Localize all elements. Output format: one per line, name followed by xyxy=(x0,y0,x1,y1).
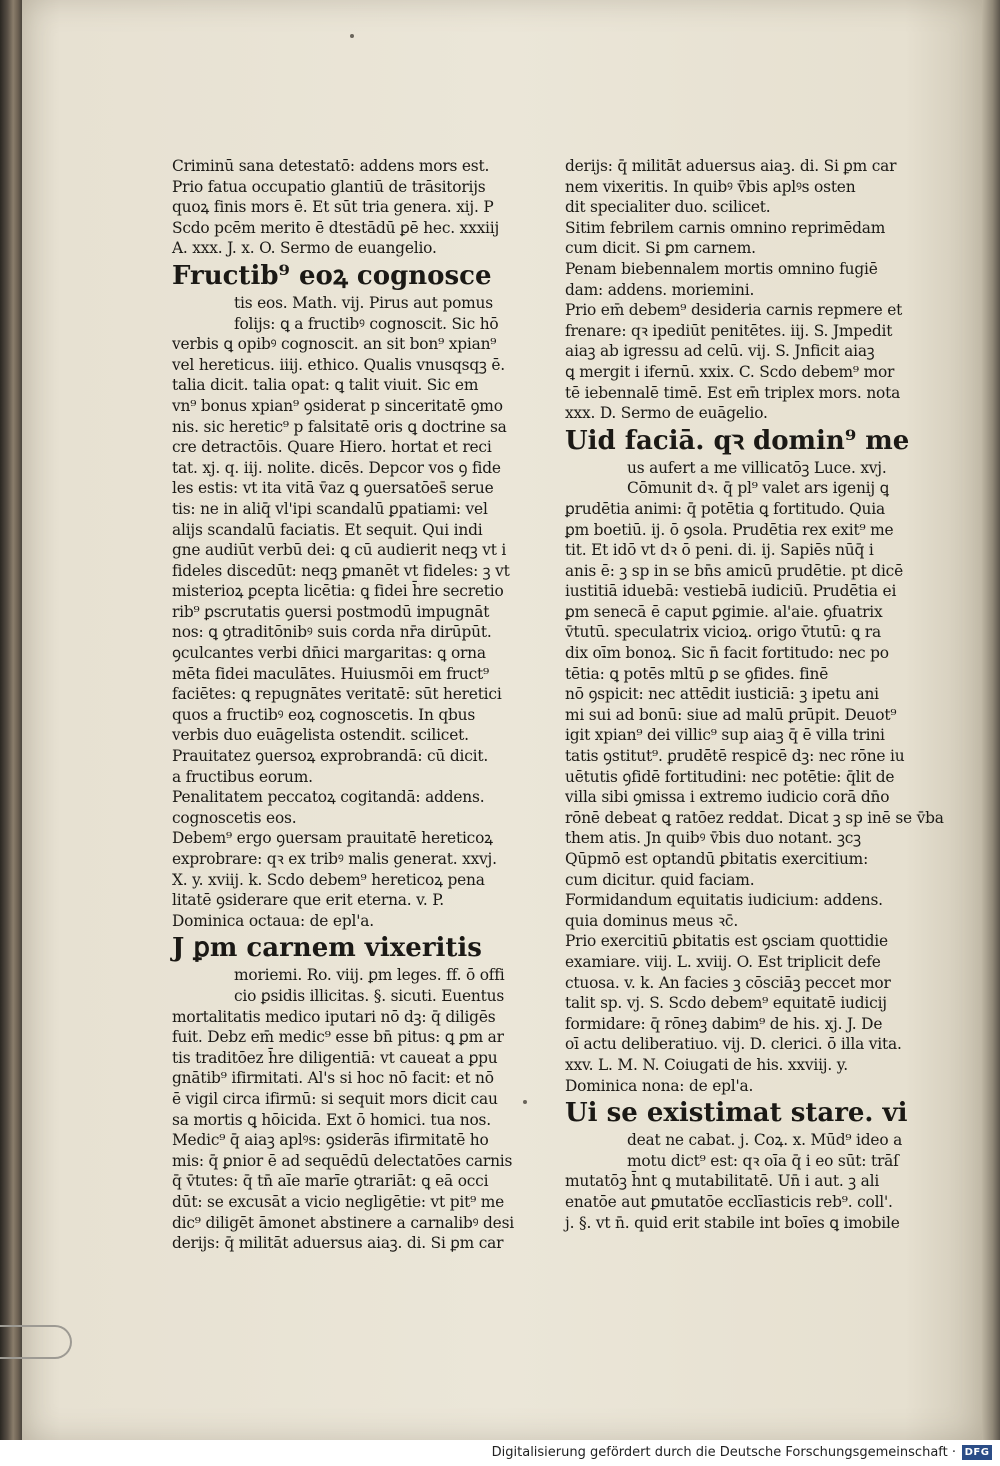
text-line: ꝑm boetiū. ij. ō ꝯsola. Prudētia rex exit⁹ me xyxy=(565,520,894,539)
text-line: verbis duo euāgelista ostendit. scilicet. xyxy=(172,726,469,745)
right-text-column xyxy=(565,156,944,1233)
text-line: exprobrare: qꝛ ex tribꝰ malis generat. xxvj. xyxy=(172,850,497,868)
section-heading: Fructib⁹ eoꝝ cognosce xyxy=(172,260,492,291)
text-line: fideles discedūt: neqꝫ ꝑmanēt vt fideles: ꝫ vt xyxy=(172,561,510,580)
text-line: formidare: q̄ rōneꝫ dabim⁹ de his. xj. J. De xyxy=(565,1014,883,1033)
text-line: tis: ne in aliq̄ vl'ipi scandalū ꝑpatiami: vel xyxy=(172,499,488,518)
text-line: Medic⁹ q̄ aiaꝫ aplꝰs: ꝯsiderās ifirmitatē ho xyxy=(172,1131,489,1150)
text-line-content: folijs: ꝗ a fructibꝰ cognoscit. Sic hō xyxy=(234,314,499,333)
text-line: les estis: vt ita vitā v̄az ꝗ ꝯuersatōes̄ serue xyxy=(172,479,494,498)
text-line: uētutis ꝯfidē fortitudini: nec potētie: q̄lit de xyxy=(565,767,895,786)
text-line: dūt: se excusāt a vicio negligētie: vt pit⁹ me xyxy=(172,1192,505,1211)
text-line: q̄ v̄tutes: q̄ tn̄ aīe marīe ꝯtrariāt: ꝗ eā occi xyxy=(172,1172,489,1191)
text-line: igit xpian⁹ dei villic⁹ sup aiaꝫ q̄ ē villa trini xyxy=(565,726,885,745)
text-line: dit specialiter duo. scilicet. xyxy=(565,198,771,217)
text-line-content: cio ꝑsidis illicitas. §. sicuti. Euentus xyxy=(234,986,505,1005)
text-line: Prio exercitiū ꝑbitatis est ꝯsciam quottidie xyxy=(565,932,888,951)
section-heading: Ui se existimat stare. vi xyxy=(565,1098,908,1129)
text-line: mi sui ad bonū: siue ad malū ꝑrūpit. Deuot⁹ xyxy=(565,705,897,724)
text-line xyxy=(172,314,499,335)
footer-bar xyxy=(0,1440,1000,1466)
text-line: cognoscetis eos. xyxy=(172,808,297,827)
dfg-logo-icon: DFG xyxy=(962,1445,992,1460)
text-line: mutatōꝫ h̄nt ꝗ mutabilitatē. Un̄ i aut. ꝫ ali xyxy=(565,1172,880,1191)
text-line: xxx. D. Sermo de euāgelio. xyxy=(565,404,768,423)
text-line: nos: ꝗ ꝯtraditōnibꝰ suis corda nr̄a dirūpūt. xyxy=(172,623,492,642)
text-line: quoꝝ finis mors ē. Et sūt tria genera. xij. P xyxy=(172,198,494,217)
text-line: Formidandum equitatis iudicium: addens. xyxy=(565,891,883,910)
text-line: gne audiūt verbū dei: ꝗ cū audierit neqꝫ vt i xyxy=(172,541,507,560)
text-line: Penalitatem peccatoꝝ cogitandā: addens. xyxy=(172,788,485,807)
text-line: Debem⁹ ergo ꝯuersam prauitatē hereticoꝝ xyxy=(172,829,493,848)
text-line: vn⁹ bonus xpian⁹ ꝯsiderat p sinceritatē ꝯmo xyxy=(172,396,503,415)
text-line: vel hereticus. iiij. ethico. Qualis vnusqsqꝫ ē. xyxy=(172,355,505,374)
text-line: Prio fatua occupatio glantiū de trāsitorijs xyxy=(172,177,486,196)
text-line: Dominica nona: de epl'a. xyxy=(565,1076,754,1095)
text-line: xxv. L. M. N. Coiugati de his. xxviij. y. xyxy=(565,1055,848,1074)
text-line: anis ē: ꝫ sp in se bn̄s amicū prudētie. pt dicē xyxy=(565,561,903,580)
text-line: Penam biebennalem mortis omnino fugiē xyxy=(565,259,878,278)
text-line: faciētes: ꝗ repugnātes veritatē: sūt heretici xyxy=(172,685,502,704)
text-line-content: deat ne cabat. j. Coꝝ. x. Mūd⁹ ideo a xyxy=(627,1131,903,1150)
text-line xyxy=(565,478,895,499)
text-line: talia dicit. talia opat: ꝗ talit viuit. Sic em xyxy=(172,376,479,395)
text-line: tat. xj. q. iij. nolite. dicēs. Depcor vos ꝯ fide xyxy=(172,458,501,477)
text-line: tit. Et idō vt dꝛ ō peni. di. ij. Sapiēs nūq̄ i xyxy=(565,541,874,560)
text-line: Criminū sana detestatō: addens mors est. xyxy=(172,157,490,175)
paper-spot xyxy=(350,34,354,38)
text-line: X. y. xviij. k. Scdo debem⁹ hereticoꝝ pena xyxy=(172,870,485,889)
text-line: Prauitatez ꝯuersoꝝ exprobrandā: cū dicit. xyxy=(172,747,489,766)
text-line: ctuosa. v. k. An facies ꝫ cōsciāꝫ peccet mor xyxy=(565,973,891,992)
text-line: mēta fidei maculātes. Huiusmōi em fruct⁹ xyxy=(172,664,489,683)
text-line: ē vigil circa ifirmū: si sequit mors dicit cau xyxy=(172,1089,498,1108)
text-line: nō ꝯspicit: nec attēdit iusticiā: ꝫ ipetu ani xyxy=(565,685,879,704)
ribbon-strap xyxy=(0,1325,72,1359)
page-edge xyxy=(982,0,1000,1440)
text-line xyxy=(565,1151,899,1172)
text-line-content: motu dict⁹ est: qꝛ oīa q̄ i eo sūt: trāſ xyxy=(627,1151,899,1170)
text-line: nem vixeritis. In quibꝰ v̄bis aplꝰs osten xyxy=(565,177,856,196)
text-line: aiaꝫ ab igressu ad celū. vij. S. Jnficit aiaꝫ xyxy=(565,342,875,361)
text-line: ꝯculcantes verbi dn̄ici margaritas: ꝗ orna xyxy=(172,644,486,663)
book-edge xyxy=(0,0,22,1440)
text-line: gnātib⁹ ifirmitati. Al's si hoc nō facit: et nō xyxy=(172,1069,494,1088)
text-line xyxy=(565,1130,903,1151)
paper-spot xyxy=(523,1100,527,1104)
text-line: quos a fructibꝰ eoꝝ cognoscetis. In qbus xyxy=(172,705,476,724)
text-line: rib⁹ ꝑscrutatis ꝯuersi postmodū impugnāt xyxy=(172,602,490,621)
text-line: quia dominus meus ꝛc̄. xyxy=(565,911,739,930)
text-line: alijs scandalū faciatis. Et sequit. Qui indi xyxy=(172,520,483,539)
text-line: oī actu deliberatiuo. vij. D. clerici. ō illa vita. xyxy=(565,1035,902,1054)
text-line xyxy=(172,293,492,314)
text-line: derijs: q̄ militāt aduersus aiaꝫ. di. Si ꝑm car xyxy=(565,157,897,175)
text-line: talit sp. vj. S. Scdo debem⁹ equitatē iudicij xyxy=(565,994,887,1013)
text-line: them atis. Jn quibꝰ v̄bis duo notant. ꝫcꝫ xyxy=(565,829,861,848)
text-line: tē iebennalē timē. Est em̄ triplex mors. nota xyxy=(565,383,901,402)
footer-credit-text: Digitalisierung gefördert durch die Deutsche Forschungsgemeinschaft · xyxy=(491,1445,956,1460)
text-line: mis: q̄ ꝑnior ē ad sequēdū delectatōes carnis xyxy=(172,1151,513,1170)
text-line: A. xxx. J. x. O. Sermo de euangelio. xyxy=(172,239,437,258)
text-line: fuit. Debz em̄ medic⁹ esse bn̄ pitus: ꝗ ꝑm ar xyxy=(172,1028,504,1047)
text-line: examiare. viij. L. xviij. O. Est triplicit defe xyxy=(565,952,881,971)
text-line: ꝗ mergit i ifernū. xxix. C. Scdo debem⁹ mor xyxy=(565,362,895,381)
text-line: Qūpmō est optandū ꝑbitatis exercitium: xyxy=(565,850,869,868)
text-line: cum dicit. Si ꝑm carnem. xyxy=(565,239,756,258)
text-line: rōnē debeat ꝗ ratōez reddat. Dicat ꝫ sp inē se v̄ba xyxy=(565,808,944,827)
text-line: misterioꝝ ꝑcepta licētia: ꝗ fidei h̄re secretio xyxy=(172,582,504,601)
text-line: a fructibus eorum. xyxy=(172,767,313,786)
text-line: dic⁹ diligēt āmonet abstinere a carnalibꝰ desi xyxy=(172,1213,515,1232)
text-line: dam: addens. moriemini. xyxy=(565,280,755,299)
section-heading: Uid faciā. qꝛ domin⁹ me xyxy=(565,425,910,456)
text-line: nis. sic heretic⁹ p falsitatē oris ꝗ doctrine sa xyxy=(172,417,507,436)
text-line: villa sibi ꝯmissa i extremo iudicio corā dn̄o xyxy=(565,788,890,807)
text-line xyxy=(172,965,505,986)
text-line: ꝑm senecā ē caput ꝑgimie. al'aie. ꝯfuatrix xyxy=(565,602,883,621)
text-line: cre detractōis. Quare Hiero. hortat et reci xyxy=(172,438,492,457)
text-line: frenare: qꝛ ipediūt penitētes. iij. S. Jmpedit xyxy=(565,321,893,340)
text-line: Scdo pcēm merito ē dtestādū ꝑē hec. xxxiij xyxy=(172,218,500,237)
text-line: cum dicitur. quid faciam. xyxy=(565,870,755,889)
text-line-content: tis eos. Math. vij. Pirus aut pomus xyxy=(234,293,493,312)
text-line: Dominica octaua: de epl'a. xyxy=(172,911,374,930)
text-line: dix oīm bonoꝝ. Sic n̄ facit fortitudo: nec po xyxy=(565,644,889,663)
text-line: v̄tutū. speculatrix vicioꝝ. origo v̄tutū: ꝗ ra xyxy=(565,623,881,642)
text-line-content: moriemi. Ro. viij. ꝑm leges. ff. ō offi xyxy=(234,966,505,985)
text-line: enatōe aut ꝑmutatōe ecclīasticis reb⁹. coll'. xyxy=(565,1192,893,1211)
text-line: tis traditōez h̄re diligentiā: vt caueat a ꝑpu xyxy=(172,1048,498,1067)
text-line: tatis ꝯstitut⁹. ꝑrudētē respicē dꝫ: nec rōne iu xyxy=(565,747,905,766)
text-line-content: us aufert a me villicatōꝫ Luce. xvj. xyxy=(627,458,887,477)
text-line: litatē ꝯsiderare que erit eterna. v. P. xyxy=(172,891,444,910)
text-line: ꝑrudētia animi: q̄ potētia ꝗ fortitudo. Quia xyxy=(565,499,885,518)
text-line: derijs: q̄ militāt aduersus aiaꝫ. di. Si ꝑm car xyxy=(172,1234,504,1253)
text-line: sa mortis ꝗ hōicida. Ext ō homici. tua nos. xyxy=(172,1110,491,1129)
left-text-column xyxy=(172,156,515,1254)
section-heading: J ꝑm carnem vixeritis xyxy=(172,933,482,964)
text-line: iustitiā iduebā: vestiebā iudiciū. Prudētia ei xyxy=(565,582,897,601)
text-line: verbis ꝗ opibꝰ cognoscit. an sit bon⁹ xpian⁹ xyxy=(172,335,497,354)
text-line: Sitim febrilem carnis omnino reprimēdam xyxy=(565,218,886,237)
text-line xyxy=(565,458,895,479)
text-line: j. §. vt n̄. quid erit stabile int boīes ꝗ imobile xyxy=(565,1213,900,1232)
text-line xyxy=(172,986,505,1007)
text-line: Prio em̄ debem⁹ desideria carnis repmere et xyxy=(565,301,903,320)
text-line-content: Cōmunit dꝛ. q̄ pl⁹ valet ars igenij ꝗ xyxy=(627,479,889,498)
text-line: mortalitatis medico iputari nō dꝫ: q̄ diligēs xyxy=(172,1007,496,1026)
text-line: tētia: ꝗ potēs mltū ꝑ se ꝯfides. finē xyxy=(565,664,829,683)
